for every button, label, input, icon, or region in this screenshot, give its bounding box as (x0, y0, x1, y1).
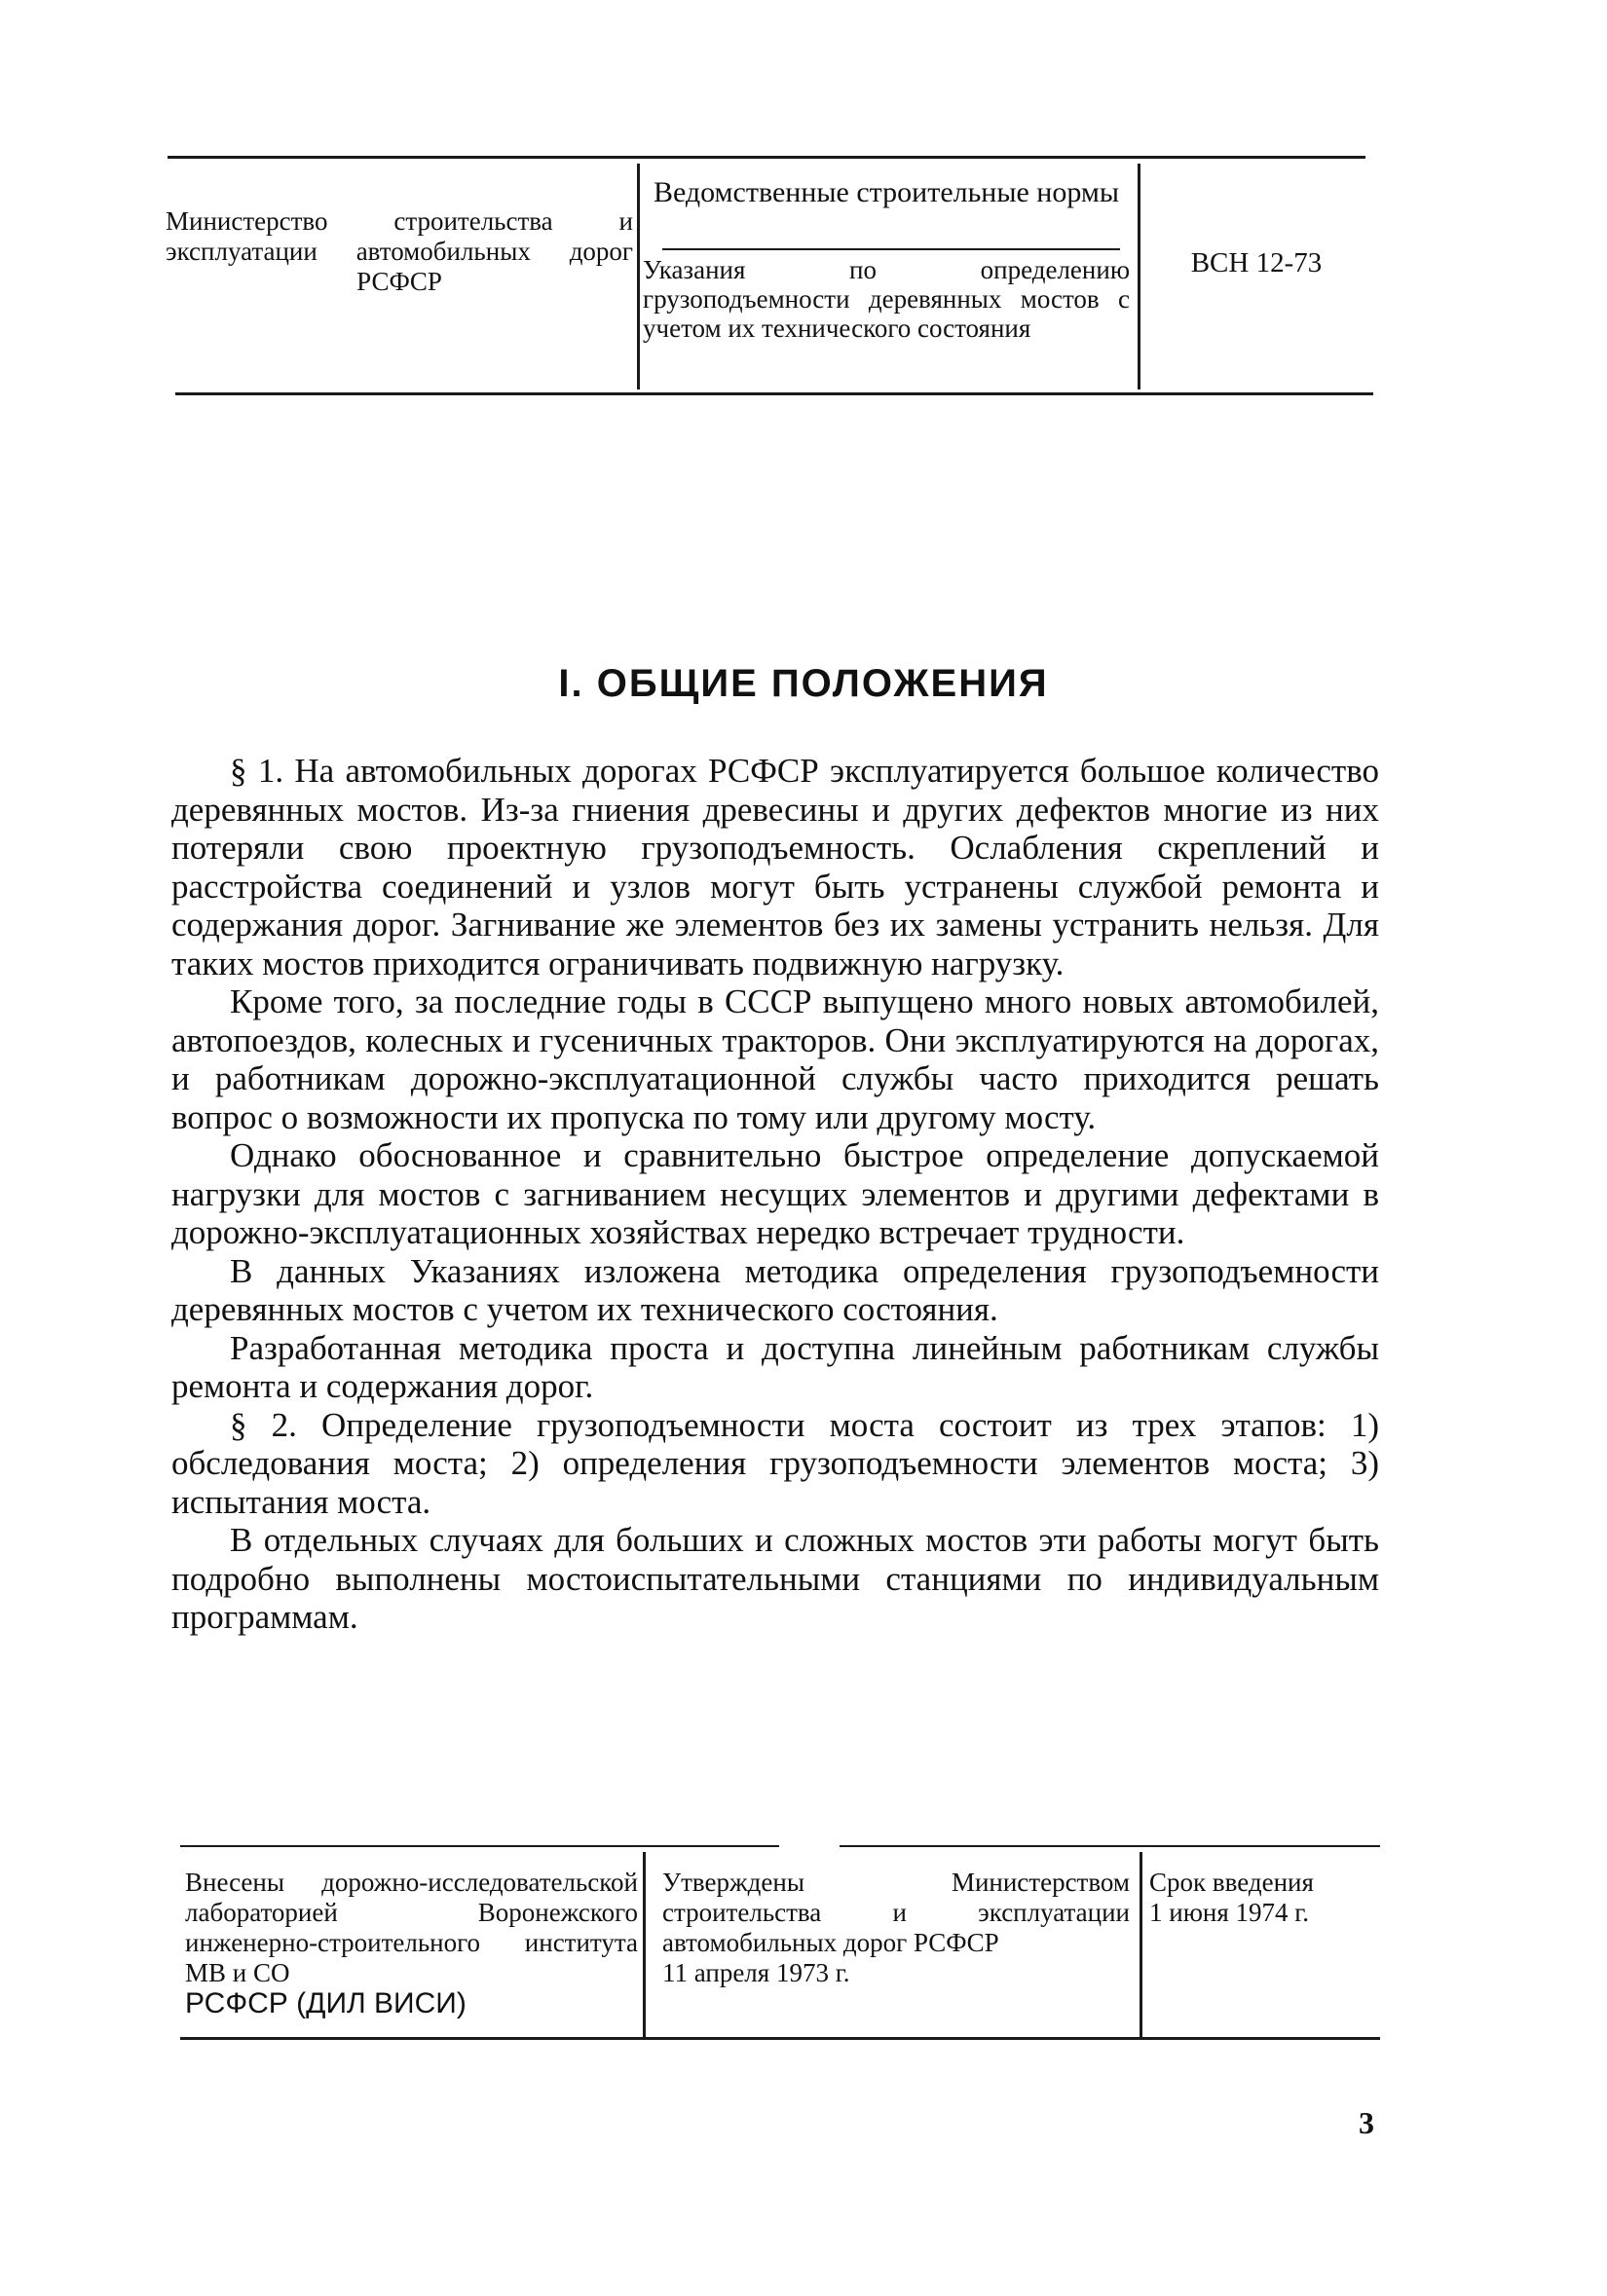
footer-top-rule-left (180, 1845, 779, 1847)
approved-date: 11 апреля 1973 г. (662, 1958, 850, 1987)
paragraph-2: Кроме того, за последние годы в СССР выпущено много новых автомобилей, автопоездов, колесных и гусеничных тракторов. Они эксплуатируются на дорогах, и работникам дорожно-эксплуатационной службы часто приходится решать вопрос о возможности их пропуска по тому или другому мосту. (171, 982, 1379, 1136)
footer-top-rule-right (840, 1845, 1380, 1847)
page-number: 3 (1359, 2105, 1374, 2140)
paragraph-1: § 1. На автомобильных дорогах РСФСР эксплуатируется большое количество деревянных мостов. Из-за гниения древесины и других дефектов многие из них потеряли свою проектную грузоподъемность. Ослабления скреплений и расстройства соединений и узлов могут быть устранены службой ремонта и содержания дорог. Загнивание же элементов без их замены устранить нельзя. Для таких мостов приходится ограничивать подвижную нагрузку. (171, 752, 1379, 982)
introduced-by-text: Внесены дорожно-исследовательской лабораторией Воронежского инженерно-строительного института МВ и СО (185, 1868, 638, 1987)
footer-introduced-by (185, 1868, 638, 2018)
paragraph-4: В данных Указаниях изложена методика определения грузоподъемности деревянных мостов с учетом их технического состояния. (171, 1251, 1379, 1328)
norms-title-rule (662, 248, 1120, 250)
footer-bottom-rule (180, 2037, 1380, 2040)
header-divider-right (1138, 164, 1140, 389)
paragraph-3: Однако обоснованное и сравнительно быстрое определение допускаемой нагрузки для мостов с загниванием несущих элементов и другими дефектами в дорожно-эксплуатационных хозяйствах нередко встречает трудности. (171, 1136, 1379, 1251)
effective-date: 1 июня 1974 г. (1149, 1898, 1310, 1927)
document-code: ВСН 12-73 (1190, 247, 1323, 278)
section-title: I. ОБЩИЕ ПОЛОЖЕНИЯ (558, 662, 1049, 705)
footer-effective (1149, 1868, 1383, 1928)
approved-by-text: Утверждены Министерством строительства и эксплуатации автомобильных дорог РСФСР (662, 1868, 1130, 1957)
norms-title: Ведомственные строительные нормы (653, 176, 1120, 208)
effective-label: Срок введения (1149, 1868, 1314, 1897)
norms-description: Указания по определению грузоподъемности деревянных мостов с учетом их технического состояния (643, 255, 1130, 343)
header-divider-left (637, 164, 640, 389)
paragraph-6: § 2. Определение грузоподъемности моста состоит из трех этапов: 1) обследования моста; 2) определения грузоподъемности элементов моста; 3) испытания моста. (171, 1405, 1379, 1521)
introduced-by-lab: РСФСР (ДИЛ ВИСИ) (185, 1987, 467, 2019)
header-bottom-rule (175, 392, 1373, 395)
footer-approved-by (662, 1868, 1130, 1988)
paragraph-5: Разработанная методика проста и доступна линейным работникам службы ремонта и содержания дорог. (171, 1328, 1379, 1405)
section-body (171, 752, 1379, 1637)
footer-divider-left (643, 1852, 646, 2037)
paragraph-7: В отдельных случаях для больших и сложных мостов эти работы могут быть подробно выполнены мостоиспытательными станциями по индивидуальным программам. (171, 1521, 1379, 1636)
footer-divider-right (1140, 1852, 1142, 2037)
ministry-name: Министерство строительства и эксплуатации автомобильных дорог РСФСР (166, 206, 633, 296)
header-top-rule (168, 156, 1365, 159)
